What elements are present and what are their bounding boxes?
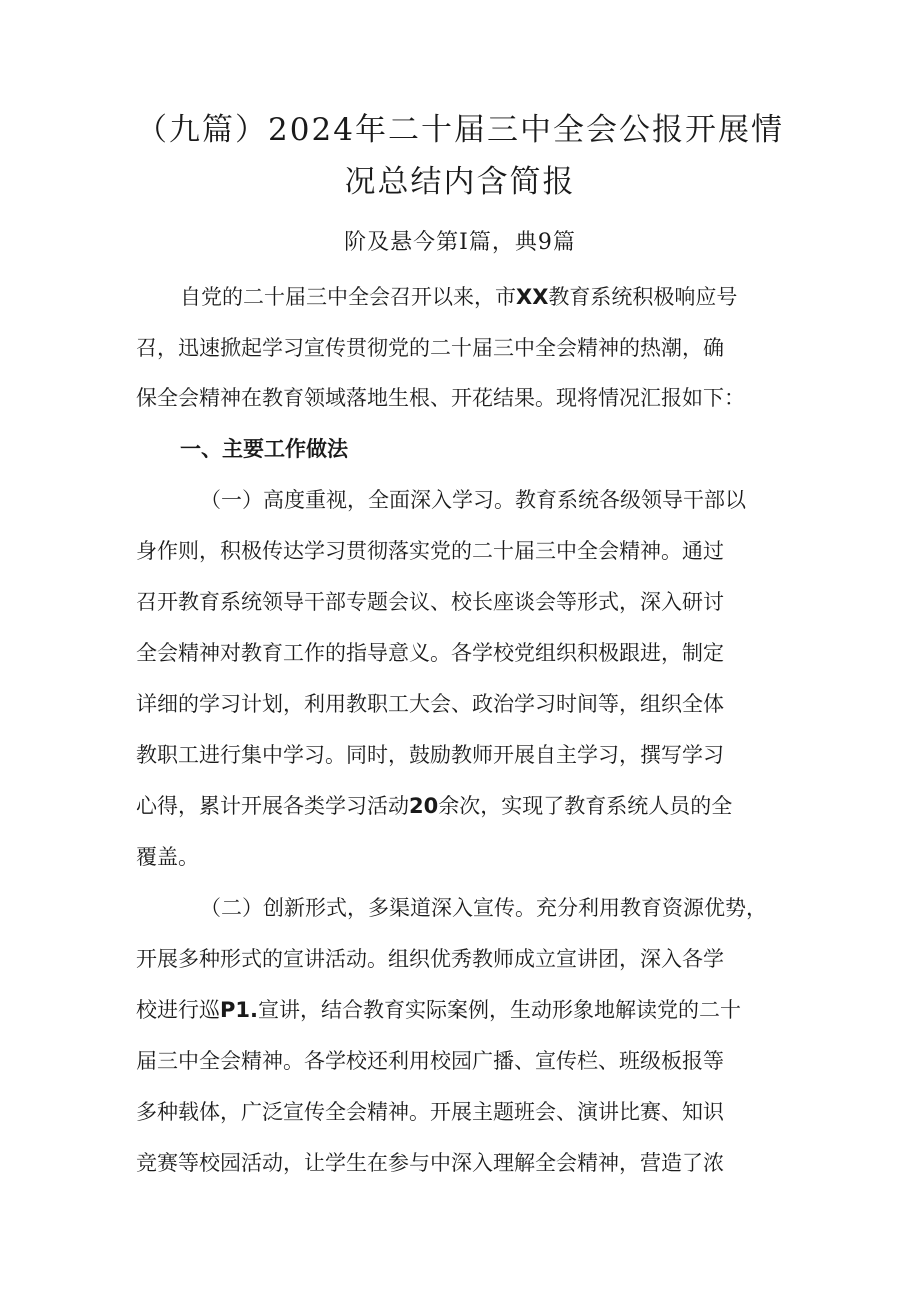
document-title bbox=[100, 104, 820, 208]
para2-line-5: 多种载体，广泛宣传全会精神。开展主题班会、演讲比赛、知识 bbox=[136, 1100, 724, 1124]
para1-line-4: 全会精神对教育工作的指导意义。各学校党组织积极跟进，制定 bbox=[136, 641, 724, 665]
para1-text: 余次，实现了教育系统人员的全 bbox=[438, 794, 733, 818]
para2-line-3 bbox=[136, 995, 796, 1025]
para1-line-6: 教职工进行集中学习。同时，鼓励教师开展自主学习，撰写学习 bbox=[136, 743, 724, 767]
para2-line-6: 竞赛等校园活动，让学生在参与中深入理解全会精神，营造了浓 bbox=[136, 1151, 724, 1175]
document-subtitle: 阶及悬今第I篇，典9篇 bbox=[344, 230, 576, 255]
para1-line-2: 身作则，积极传达学习贯彻落实党的二十届三中全会精神。通过 bbox=[136, 539, 724, 563]
intro-line-3: 保全会精神在教育领域落地生根、开花结果。现将情况汇报如下： bbox=[136, 386, 745, 410]
para2-text: 校进行巡 bbox=[136, 998, 220, 1022]
para1-line-3: 召开教育系统领导干部专题会议、校长座谈会等形式，深入研讨 bbox=[136, 590, 724, 614]
para2-line-1: （二）创新形式，多渠道深入宣传。充分利用教育资源优势， bbox=[200, 896, 767, 920]
para2-bold: P1. bbox=[220, 998, 258, 1022]
para2-line-4: 届三中全会精神。各学校还利用校园广播、宣传栏、班级板报等 bbox=[136, 1049, 724, 1073]
intro-text: 教育系统积极响应号 bbox=[548, 285, 738, 309]
para1-bold: 20 bbox=[409, 794, 439, 818]
intro-bold: XX bbox=[516, 285, 549, 309]
para1-line-5: 详细的学习计划，利用教职工大会、政治学习时间等，组织全体 bbox=[136, 692, 724, 716]
para1-line-7 bbox=[136, 791, 796, 821]
para2-line-2: 开展多种形式的宣讲活动。组织优秀教师成立宣讲团，深入各学 bbox=[136, 947, 724, 971]
title-line-2: 况总结内含简报 bbox=[344, 164, 576, 200]
intro-line-1 bbox=[180, 282, 840, 312]
title-line-1: （九篇）2024年二十届三中全会公报开展情 bbox=[136, 112, 784, 148]
para1-text: 心得，累计开展各类学习活动 bbox=[136, 794, 409, 818]
para2-text: 宣讲，结合教育实际案例，生动形象地解读党的二十 bbox=[257, 998, 741, 1022]
section-heading-1: 一、主要工作做法 bbox=[180, 437, 348, 461]
para1-line-8: 覆盖。 bbox=[136, 845, 199, 869]
intro-text: 自党的二十届三中全会召开以来，市 bbox=[180, 285, 516, 309]
para1-line-1: （一）高度重视，全面深入学习。教育系统各级领导干部以 bbox=[200, 488, 746, 512]
intro-line-2: 召，迅速掀起学习宣传贯彻党的二十届三中全会精神的热潮，确 bbox=[136, 336, 724, 360]
